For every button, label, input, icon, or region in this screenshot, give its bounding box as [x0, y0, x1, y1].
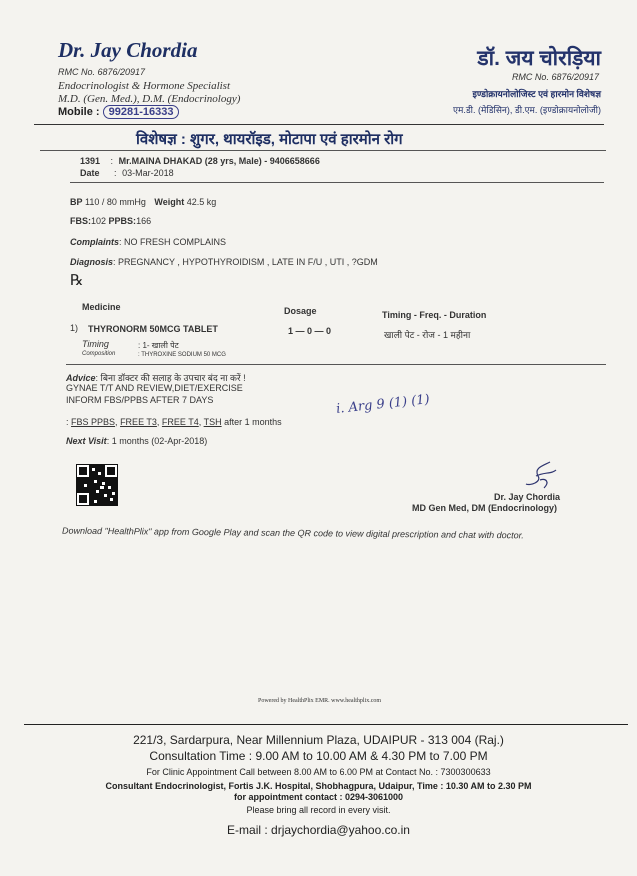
patient-rule [70, 182, 604, 183]
header-rule [34, 124, 604, 125]
next-visit-label: Next Visit [66, 436, 107, 446]
footer-rule [24, 724, 628, 725]
medicine-row-number: 1) [70, 323, 79, 333]
dosage-header: Dosage [284, 306, 317, 316]
advice-line-2: GYNAE T/T AND REVIEW,DIET/EXERCISE [66, 383, 243, 393]
medicine-timing-freq: खाली पेट - रोज - 1 महीना [384, 330, 471, 340]
specialist-rule [40, 150, 606, 151]
footer-appointment: For Clinic Appointment Call between 8.00 AM to 6.00 PM at Contact No. : 7300300633 [146, 767, 491, 777]
medicine-header: Medicine [82, 302, 121, 312]
diagnosis-value: : PREGNANCY , HYPOTHYROIDISM , LATE IN F/U , UTI , ?GDM [113, 257, 378, 267]
patient-id-sep: : [110, 156, 114, 166]
complaints-value: : NO FRESH COMPLAINS [119, 237, 227, 247]
composition-value: : THYROXINE SODIUM 50 MCG [138, 352, 226, 358]
degrees-hindi: एम.डी. (मेडिसिन), डी.एम. (इण्डोक्रायनोलोजी) [452, 105, 601, 115]
signature-scribble [522, 458, 562, 492]
timing-label: Timing [82, 339, 109, 349]
date-value: 03-Mar-2018 [122, 168, 174, 178]
complaints-line [70, 237, 226, 247]
date-line [80, 168, 174, 178]
footer-address: 221/3, Sardarpura, Near Millennium Plaza, UDAIPUR - 313 004 (Raj.) [133, 733, 504, 747]
tests-line: : FBS PPBS, FREE T3, FREE T4, TSH after 1 months [66, 417, 282, 427]
weight-label: Weight [154, 197, 185, 207]
rmc-number-english: RMC No. 6876/20917 [58, 67, 146, 77]
composition-label: Composition [82, 351, 116, 357]
next-visit-value: : 1 months (02-Apr-2018) [106, 436, 208, 446]
medicine-rule [66, 364, 606, 365]
footer-email: E-mail : drjaychordia@yahoo.co.in [227, 823, 410, 837]
mobile-label: Mobile : [58, 106, 100, 118]
bp-label: BP [70, 197, 83, 207]
bp-value: 110 / 80 mmHg [85, 197, 146, 207]
weight-value: 42.5 kg [186, 197, 217, 207]
specialist-line: विशेषज्ञ : शुगर, थायरॉइड, मोटापा एवं हारमोन रोग [136, 131, 403, 148]
footer-bring-records: Please bring all record in every visit. [246, 805, 391, 815]
complaints-label: Complaints [70, 237, 120, 247]
footer-appointment-contact: for appointment contact : 0294-3061000 [233, 792, 404, 802]
test-item: FBS PPBS [71, 417, 116, 427]
test-item: TSH [203, 417, 222, 427]
diagnosis-line [70, 257, 378, 267]
download-note: Download "HealthPlix" app from Google Play and scan the QR code to view digital prescription and chat with doctor. [61, 525, 524, 541]
doctor-name-hindi: डॉ. जय चोरड़िया [477, 47, 601, 70]
powered-by: Powered by HealthPlix EMR. www.healthplix.com [258, 698, 382, 704]
advice-label: Advice [66, 373, 96, 383]
mobile-number: 99281-16333 [103, 105, 180, 119]
specialty-hindi: इण्डोक्रायनोलोजिस्ट एवं हारमोन विशेषज्ञ [472, 89, 601, 99]
specialty-english: Endocrinologist & Hormone Specialist [58, 80, 231, 92]
mobile-line [58, 106, 179, 118]
test-item: FREE T3 [120, 417, 157, 427]
diagnosis-label: Diagnosis [70, 257, 114, 267]
fbs-label: FBS: [70, 216, 91, 226]
degrees-english: M.D. (Gen. Med.), D.M. (Endocrinology) [58, 93, 241, 105]
rmc-number-right: RMC No. 6876/20917 [511, 72, 599, 82]
medicine-name: THYRONORM 50MCG TABLET [88, 324, 218, 334]
tests-suffix: after 1 months [224, 417, 282, 427]
handwritten-note: i. Arg 9 (1) (1) [335, 392, 431, 417]
advice-line-3: INFORM FBS/PPBS AFTER 7 DAYS [66, 395, 214, 405]
date-label: Date [80, 168, 100, 178]
qr-code [76, 464, 118, 506]
vitals-sugar [70, 216, 151, 226]
tests-prefix: : [66, 417, 69, 427]
fbs-value: 102 [91, 216, 107, 226]
medicine-dosage: 1 — 0 — 0 [288, 326, 332, 336]
patient-id: 1391 [80, 156, 101, 166]
patient-name: Mr.MAINA DHAKAD (28 yrs, Male) - 9406658666 [118, 156, 320, 166]
vitals-bp-weight [70, 197, 216, 207]
signature-name: Dr. Jay Chordia [494, 492, 561, 502]
rx-symbol: ℞ [70, 271, 84, 289]
test-item: FREE T4 [161, 417, 199, 427]
date-sep: : [114, 168, 117, 178]
timing-header: Timing - Freq. - Duration [382, 310, 487, 320]
patient-line [80, 156, 320, 166]
advice-text-1: : बिना डॉक्टर की सलाह के उपचार बंद ना करें ! [95, 373, 246, 383]
next-visit-line [66, 436, 207, 446]
footer-consultation: Consultation Time : 9.00 AM to 10.00 AM & 4.30 PM to 7.00 PM [149, 749, 488, 763]
footer-consultant: Consultant Endocrinologist, Fortis J.K. Hospital, Shobhagpura, Udaipur, Time : 10.30 AM to 2.30 PM [105, 781, 532, 791]
ppbs-label: PPBS: [108, 216, 137, 226]
doctor-name-english: Dr. Jay Chordia [58, 38, 198, 62]
signature-title: MD Gen Med, DM (Endocrinology) [412, 503, 557, 513]
ppbs-value: 166 [136, 216, 152, 226]
timing-value: : 1- खाली पेट [138, 341, 179, 350]
